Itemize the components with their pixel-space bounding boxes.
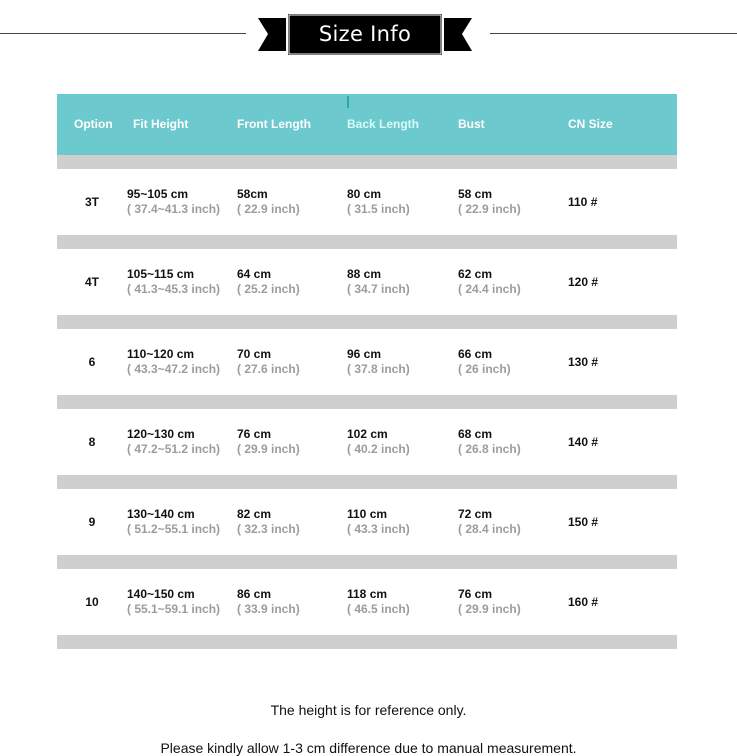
size-table — [57, 94, 677, 649]
front-length-cm: 58cm — [237, 187, 268, 201]
column-header-option: Option — [74, 117, 113, 131]
table-row — [57, 249, 677, 315]
front-length-cm: 82 cm — [237, 507, 272, 521]
fit-height-cm: 95~105 cm — [127, 187, 189, 201]
back-length-cm: 110 cm — [347, 507, 388, 521]
row-separator — [57, 475, 677, 489]
column-header-cn-size: CN Size — [568, 117, 613, 131]
back-length-inch: ( 34.7 inch) — [347, 282, 410, 296]
bust-inch: ( 26 inch) — [458, 362, 511, 376]
front-length-inch: ( 25.2 inch) — [237, 282, 300, 296]
table-row — [57, 409, 677, 475]
option-cell: 4T — [84, 275, 99, 289]
fit-height-cm: 120~130 cm — [127, 427, 195, 441]
option-cell: 3T — [84, 195, 99, 209]
bust-inch: ( 29.9 inch) — [458, 602, 521, 616]
header-divider-left — [0, 33, 246, 34]
column-header-back-length: Back Length — [347, 117, 420, 131]
front-length-inch: ( 27.6 inch) — [237, 362, 300, 376]
fit-height-cm: 110~120 cm — [127, 347, 195, 361]
front-length-inch: ( 22.9 inch) — [237, 202, 300, 216]
front-length-inch: ( 33.9 inch) — [237, 602, 300, 616]
option-cell: 8 — [88, 435, 96, 449]
back-length-inch: ( 40.2 inch) — [347, 442, 410, 456]
fit-height-inch: ( 37.4~41.3 inch) — [127, 202, 221, 216]
back-length-cm: 102 cm — [347, 427, 388, 441]
back-length-cm: 96 cm — [347, 347, 382, 361]
back-length-inch: ( 46.5 inch) — [347, 602, 410, 616]
fit-height-inch: ( 51.2~55.1 inch) — [127, 522, 221, 536]
front-length-cm: 86 cm — [237, 587, 272, 601]
option-cell: 9 — [88, 515, 96, 529]
column-header-bust: Bust — [458, 117, 485, 131]
option-cell: 10 — [85, 595, 99, 609]
size-info-banner — [258, 14, 472, 55]
bust-cm: 58 cm — [458, 187, 493, 201]
bust-inch: ( 24.4 inch) — [458, 282, 521, 296]
table-header — [57, 94, 677, 155]
front-length-cm: 76 cm — [237, 427, 272, 441]
option-cell: 6 — [88, 355, 96, 369]
cn-size-cell: 120 # — [568, 275, 599, 289]
back-length-inch: ( 31.5 inch) — [347, 202, 410, 216]
row-separator — [57, 315, 677, 329]
page-title: Size Info — [318, 22, 412, 46]
bust-cm: 66 cm — [458, 347, 493, 361]
table-row — [57, 569, 677, 635]
front-length-cm: 64 cm — [237, 267, 272, 281]
back-length-cm: 118 cm — [347, 587, 388, 601]
front-length-inch: ( 29.9 inch) — [237, 442, 300, 456]
header-divider-right — [490, 33, 737, 34]
table-row — [57, 169, 677, 235]
fit-height-cm: 130~140 cm — [127, 507, 195, 521]
row-separator — [57, 555, 677, 569]
bust-cm: 62 cm — [458, 267, 493, 281]
bust-cm: 76 cm — [458, 587, 493, 601]
bust-inch: ( 26.8 inch) — [458, 442, 521, 456]
cn-size-cell: 130 # — [568, 355, 599, 369]
bust-cm: 72 cm — [458, 507, 493, 521]
cn-size-cell: 110 # — [568, 195, 598, 209]
column-header-front-length: Front Length — [237, 117, 311, 131]
front-length-cm: 70 cm — [237, 347, 272, 361]
back-length-cm: 88 cm — [347, 267, 382, 281]
fit-height-inch: ( 43.3~47.2 inch) — [127, 362, 221, 376]
fit-height-inch: ( 41.3~45.3 inch) — [127, 282, 221, 296]
bust-inch: ( 22.9 inch) — [458, 202, 521, 216]
table-row — [57, 489, 677, 555]
reference-note: The height is for reference only. — [270, 702, 467, 718]
column-header-fit-height: Fit Height — [133, 117, 189, 131]
fit-height-cm: 105~115 cm — [127, 267, 195, 281]
bust-inch: ( 28.4 inch) — [458, 522, 521, 536]
cn-size-cell: 160 # — [568, 595, 599, 609]
cn-size-cell: 150 # — [568, 515, 599, 529]
fit-height-inch: ( 47.2~51.2 inch) — [127, 442, 221, 456]
row-separator — [57, 155, 677, 169]
cn-size-cell: 140 # — [568, 435, 599, 449]
measurement-note: Please kindly allow 1-3 cm difference due to manual measurement. — [160, 740, 577, 756]
back-length-inch: ( 43.3 inch) — [347, 522, 410, 536]
row-separator — [57, 635, 677, 649]
fit-height-cm: 140~150 cm — [127, 587, 195, 601]
row-separator — [57, 235, 677, 249]
back-length-inch: ( 37.8 inch) — [347, 362, 410, 376]
row-separator — [57, 395, 677, 409]
front-length-inch: ( 32.3 inch) — [237, 522, 300, 536]
fit-height-inch: ( 55.1~59.1 inch) — [127, 602, 221, 616]
table-row — [57, 329, 677, 395]
back-length-cm: 80 cm — [347, 187, 382, 201]
bust-cm: 68 cm — [458, 427, 493, 441]
